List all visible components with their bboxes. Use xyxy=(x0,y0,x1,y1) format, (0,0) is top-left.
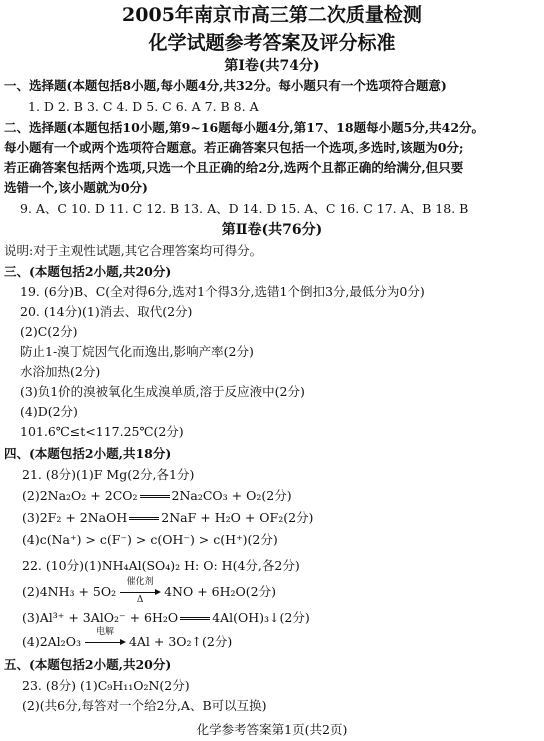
part1-heading: 第Ⅰ卷(共74分) xyxy=(224,58,320,74)
equals-sign xyxy=(129,517,159,520)
page-footer: 化学参考答案第1页(共2页) xyxy=(196,722,348,737)
q1-answers: 1. D 2. B 3. C 4. D 5. C 6. A 7. B 8. A xyxy=(28,99,259,114)
q20-part4: (4)D(2分) xyxy=(20,404,78,419)
q20-part2: (2)C(2分) xyxy=(20,324,78,339)
electrolysis-arrow: 电解 xyxy=(85,636,125,650)
q23-part2: (2)(共6分,每答对一个给2分,A、B可以互换) xyxy=(22,698,267,713)
q21-equation-2: (2)2Na₂O₂ + 2CO₂ 2Na₂CO₃ + O₂(2分) xyxy=(22,488,292,503)
page-subtitle: 化学试题参考答案及评分标准 xyxy=(148,32,396,54)
q23-answer: 23. (8分) (1)C₉H₁₁O₂N(2分) xyxy=(22,678,190,693)
q22-answer: 22. (10分)(1)NH₄Al(SO₄)₂ H: O: H(4分,各2分) xyxy=(22,558,300,573)
page-title: 2005年南京市高三第二次质量检测 xyxy=(122,4,422,26)
q20-part2-method: 水浴加热(2分) xyxy=(20,364,101,379)
equals-sign xyxy=(140,495,170,498)
q1-title: 一、选择题(本题包括8小题,每小题4分,共32分。每小题只有一个选项符合题意) xyxy=(4,78,447,93)
q21-ion-order: (4)c(Na⁺) > c(F⁻) > c(OH⁻) > c(H⁺)(2分) xyxy=(22,532,278,547)
section3-title: 三、(本题包括2小题,共20分) xyxy=(4,264,172,279)
reaction-arrow: 催化剂 Δ xyxy=(120,586,160,600)
q21-equation-3: (3)2F₂ + 2NaOH 2NaF + H₂O + OF₂(2分) xyxy=(22,510,314,525)
section4-title: 四、(本题包括2小题,共18分) xyxy=(4,446,172,461)
q22-equation-2: (2)4NH₃ + 5O₂ 催化剂 Δ 4NO + 6H₂O(2分) xyxy=(22,576,276,605)
q20-part2-reason: 防止1-溴丁烷因气化而逸出,影响产率(2分) xyxy=(20,344,254,359)
q2-line2: 每小题有一个或两个选项符合题意。若正确答案只包括一个选项,多选时,该题为0分; xyxy=(4,140,464,155)
scoring-note: 说明:对于主观性试题,其它合理答案均可得分。 xyxy=(4,243,263,258)
part2-heading: 第Ⅱ卷(共76分) xyxy=(221,222,323,238)
equals-sign xyxy=(180,617,210,620)
q22-equation-3: (3)Al³⁺ + 3AlO₂⁻ + 6H₂O 4Al(OH)₃↓(2分) xyxy=(22,610,310,625)
section5-title: 五、(本题包括2小题,共20分) xyxy=(4,657,172,672)
q2-line3: 若正确答案包括两个选项,只选一个且正确的给2分,选两个且都正确的给满分,但只要 xyxy=(4,160,464,175)
q2-line4: 选错一个,该小题就为0分) xyxy=(4,180,148,195)
q2-answers: 9. A、C 10. D 11. C 12. B 13. A、D 14. D 15. A、C 16. C 17. A、B 18. B xyxy=(20,201,469,216)
q22-equation-4: (4)2Al₂O₃ 电解 4Al + 3O₂↑(2分) xyxy=(22,626,233,649)
q19-answer: 19. (6分)B、C(全对得6分,选对1个得3分,选错1个倒扣3分,最低分为0分) xyxy=(20,284,425,299)
q20-answer: 20. (14分)(1)消去、取代(2分) xyxy=(20,304,193,319)
q21-answer: 21. (8分)(1)F Mg(2分,各1分) xyxy=(22,467,195,482)
q2-title: 二、选择题(本题包括10小题,第9~16题每小题4分,第17、18题每小题5分,共42分。 xyxy=(4,120,485,135)
q20-temperature-range: 101.6℃≤t<117.25℃(2分) xyxy=(20,424,184,439)
q20-part3: (3)负1价的溴被氧化生成溴单质,溶于反应液中(2分) xyxy=(20,384,305,399)
